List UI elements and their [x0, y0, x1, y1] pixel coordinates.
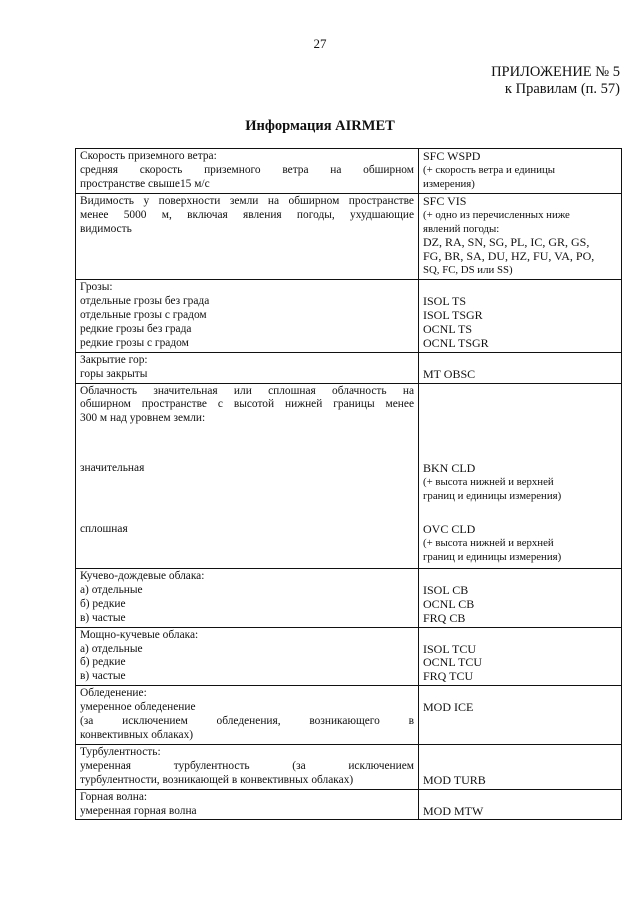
- row-heading: Мощно-кучевые облака:: [80, 628, 199, 641]
- row-text: пространстве свыше15 м/с: [80, 177, 210, 190]
- row-heading: Видимость у поверхности земли на обширном пространстве: [80, 194, 414, 207]
- table-row-mountain-wave: [76, 789, 622, 820]
- cell-mtw-description: [76, 789, 419, 820]
- row-text: умеренная горная волна: [80, 804, 197, 817]
- cell-mtw-code: [419, 789, 622, 820]
- code-text: OCNL TCU: [423, 655, 483, 670]
- airmet-table: [75, 148, 622, 820]
- cell-visibility-description: [76, 193, 419, 279]
- appendix-number: ПРИЛОЖЕНИЕ № 5: [491, 64, 620, 80]
- table-row-cloud: [76, 383, 622, 569]
- row-text: б) редкие: [80, 656, 126, 669]
- row-text: умеренное обледенение: [80, 701, 196, 714]
- code-note: (+ высота нижней и верхней: [423, 476, 554, 489]
- code-text: FRQ TCU: [423, 669, 474, 684]
- row-text: менее 5000 м, включая явления погоды, ухудшающие: [80, 208, 414, 221]
- cell-cloud-description: [76, 383, 419, 569]
- row-text: (за исключением обледенения, возникающего в: [80, 715, 414, 728]
- table-row-mountain-obscuration: [76, 352, 622, 383]
- cell-mountain-description: [76, 352, 419, 383]
- row-heading: Грозы:: [80, 281, 113, 294]
- cell-mountain-code: [419, 352, 622, 383]
- cell-tcu-description: [76, 627, 419, 686]
- cell-cb-description: [76, 569, 419, 628]
- row-text: в) частые: [80, 611, 126, 624]
- code-text: OCNL TS: [423, 321, 473, 336]
- row-text: сплошная: [80, 523, 128, 536]
- code-text: FRQ CB: [423, 610, 466, 625]
- row-text: а) отдельные: [80, 642, 143, 655]
- cell-visibility-code: [419, 193, 622, 279]
- cell-tcu-code: [419, 627, 622, 686]
- code-text: ISOL CB: [423, 582, 469, 597]
- table-row-wind: [76, 149, 622, 194]
- code-text: ISOL TS: [423, 294, 467, 309]
- row-heading: Горная волна:: [80, 790, 148, 803]
- cell-wind-code: [419, 149, 622, 194]
- cell-thunderstorms-code: [419, 280, 622, 353]
- row-heading: Облачность значительная или сплошная облачность на: [80, 384, 414, 397]
- row-heading: Закрытие гор:: [80, 353, 148, 366]
- code-note: явлений погоды:: [423, 222, 500, 235]
- row-text: турбулентности, возникающей в конвективных облаках): [80, 773, 354, 786]
- code-text: OCNL TSGR: [423, 335, 489, 350]
- cell-icing-code: [419, 686, 622, 745]
- row-heading: Турбулентность:: [80, 745, 161, 758]
- document-title: Информация AIRMET: [245, 118, 395, 134]
- table-row-turbulence: [76, 744, 622, 789]
- row-text: видимость: [80, 222, 132, 235]
- row-text: горы закрыты: [80, 367, 148, 380]
- table-row-icing: [76, 686, 622, 745]
- cell-turbulence-description: [76, 744, 419, 789]
- row-text: б) редкие: [80, 597, 126, 610]
- code-text: ISOL TCU: [423, 641, 477, 656]
- row-text: а) отдельные: [80, 583, 143, 596]
- code-note: (+ скорость ветра и единицы: [423, 163, 556, 176]
- code-text: FG, BR, SA, DU, HZ, FU, VA, PO,: [423, 249, 595, 264]
- code-text: SFC WSPD: [423, 149, 481, 163]
- row-text: в) частые: [80, 670, 126, 683]
- row-text: значительная: [80, 462, 145, 475]
- table-row-visibility: [76, 193, 622, 279]
- code-text: OCNL CB: [423, 596, 475, 611]
- code-note: границ и единицы измерения): [423, 550, 562, 563]
- code-text: BKN CLD: [423, 461, 476, 476]
- code-note: (+ одно из перечисленных ниже: [423, 208, 570, 221]
- code-text: MOD TURB: [423, 772, 486, 787]
- cell-cb-code: [419, 569, 622, 628]
- cell-cloud-code: [419, 383, 622, 569]
- appendix-header: [491, 64, 620, 98]
- code-text: MT OBSC: [423, 366, 476, 381]
- code-note: границ и единицы измерения): [423, 490, 562, 502]
- code-note: (+ высота нижней и верхней: [423, 536, 554, 549]
- code-note: измерения): [423, 177, 475, 190]
- row-text: средняя скорость приземного ветра на обширном: [80, 163, 414, 176]
- row-heading: Кучево-дождевые облака:: [80, 570, 205, 583]
- row-heading: Скорость приземного ветра:: [80, 150, 217, 162]
- row-text: редкие грозы без града: [80, 322, 192, 335]
- row-text: обширном пространстве с высотой нижней границы менее: [80, 398, 414, 411]
- row-heading: Обледенение:: [80, 687, 147, 700]
- row-text: отдельные грозы с градом: [80, 308, 207, 321]
- code-text: MOD MTW: [423, 803, 484, 818]
- row-text: редкие грозы с градом: [80, 336, 189, 349]
- row-text: конвективных облаках): [80, 729, 194, 741]
- row-text: умеренная турбулентность (за исключением: [80, 759, 414, 772]
- appendix-reference: к Правилам (п. 57): [504, 81, 620, 97]
- cell-thunderstorms-description: [76, 280, 419, 353]
- code-text: OVC CLD: [423, 521, 476, 536]
- row-text: отдельные грозы без града: [80, 295, 210, 308]
- code-text: ISOL TSGR: [423, 307, 483, 322]
- code-text: MOD ICE: [423, 700, 474, 715]
- cell-turbulence-code: [419, 744, 622, 789]
- page-number: 27: [313, 36, 327, 51]
- code-text: SFC VIS: [423, 193, 467, 208]
- code-note: SQ, FC, DS или SS): [423, 264, 513, 277]
- row-text: 300 м над уровнем земли:: [80, 412, 206, 425]
- table-row-thunderstorms: [76, 280, 622, 353]
- code-text: DZ, RA, SN, SG, PL, IC, GR, GS,: [423, 235, 590, 250]
- cell-icing-description: [76, 686, 419, 745]
- table-row-cumulonimbus: [76, 569, 622, 628]
- cell-wind-description: [76, 149, 419, 194]
- table-row-towering-cumulus: [76, 627, 622, 686]
